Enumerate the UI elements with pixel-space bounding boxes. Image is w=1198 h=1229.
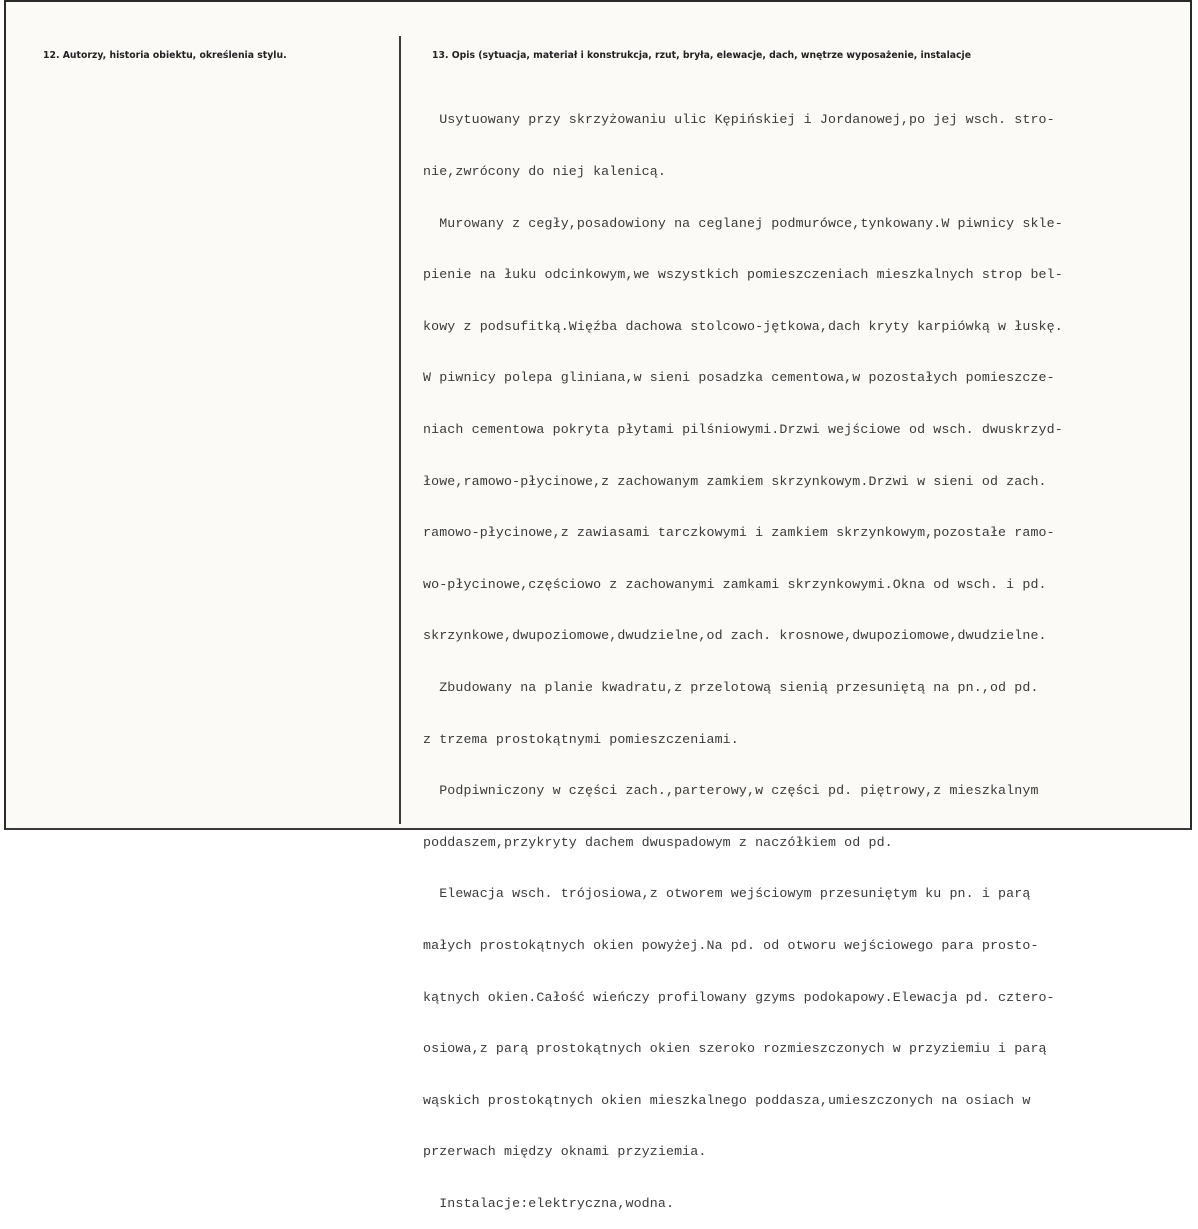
- text-line: z trzema prostokątnymi pomieszczeniami.: [423, 731, 739, 747]
- section-13-header: 13. Opis (sytuacja, materiał i konstrukcja, rzut, bryła, elewacje, dach, wnętrze wyposażenie, instalacje: [432, 50, 972, 61]
- text-line: osiowa,z parą prostokątnych okien szeroko rozmieszczonych w przyziemiu i parą: [423, 1041, 1047, 1057]
- section-12-header: 12. Autorzy, historia obiektu, określenia stylu.: [43, 50, 287, 61]
- text-line: Podpiwniczony w części zach.,parterowy,w części pd. piętrowy,z mieszkalnym: [423, 783, 1039, 799]
- column-divider: [399, 36, 401, 824]
- text-line: skrzynkowe,dwupoziomowe,dwudzielne,od zach. krosnowe,dwupoziomowe,dwudzielne.: [423, 628, 1047, 644]
- text-line: łowe,ramowo-płycinowe,z zachowanym zamkiem skrzynkowym.Drzwi w sieni od zach.: [423, 473, 1047, 489]
- text-line: Elewacja wsch. trójosiowa,z otworem wejściowym przesuniętym ku pn. i parą: [423, 886, 1031, 902]
- text-line: wąskich prostokątnych okien mieszkalnego poddasza,umieszczonych na osiach w: [423, 1092, 1031, 1108]
- text-line: wo-płycinowe,częściowo z zachowanymi zamkami skrzynkowymi.Okna od wsch. i pd.: [423, 576, 1047, 592]
- text-line: nie,zwrócony do niej kalenicą.: [423, 164, 666, 179]
- text-line: małych prostokątnych okien powyżej.Na pd. od otworu wejściowego para prosto-: [423, 937, 1039, 953]
- section-13-description: [423, 77, 1063, 1229]
- text-line: kątnych okien.Całość wieńczy profilowany gzyms podokapowy.Elewacja pd. cztero-: [423, 989, 1055, 1005]
- text-line: Usytuowany przy skrzyżowaniu ulic Kępińskiej i Jordanowej,po jej wsch. stro-: [423, 112, 1055, 128]
- text-line: kowy z podsufitką.Więźba dachowa stolcowo-jętkowa,dach kryty karpiówką w łuskę.: [423, 318, 1063, 334]
- text-line: Zbudowany na planie kwadratu,z przelotową sienią przesuniętą na pn.,od pd.: [423, 679, 1039, 695]
- text-line: W piwnicy polepa gliniana,w sieni posadzka cementowa,w pozostałych pomieszcze-: [423, 370, 1055, 386]
- text-line: Murowany z cegły,posadowiony na ceglanej podmurówce,tynkowany.W piwnicy skle-: [423, 215, 1063, 231]
- text-line: niach cementowa pokryta płytami pilśniowymi.Drzwi wejściowe od wsch. dwuskrzyd-: [423, 421, 1063, 437]
- text-line: Instalacje:elektryczna,wodna.: [423, 1195, 675, 1211]
- text-line: przerwach między oknami przyziemia.: [423, 1144, 707, 1160]
- text-line: ramowo-płycinowe,z zawiasami tarczkowymi i zamkiem skrzynkowym,pozostałe ramo-: [423, 525, 1055, 541]
- text-line: poddaszem,przykryty dachem dwuspadowym z naczółkiem od pd.: [423, 834, 893, 850]
- text-line: pienie na łuku odcinkowym,we wszystkich pomieszczeniach mieszkalnych strop bel-: [423, 267, 1063, 283]
